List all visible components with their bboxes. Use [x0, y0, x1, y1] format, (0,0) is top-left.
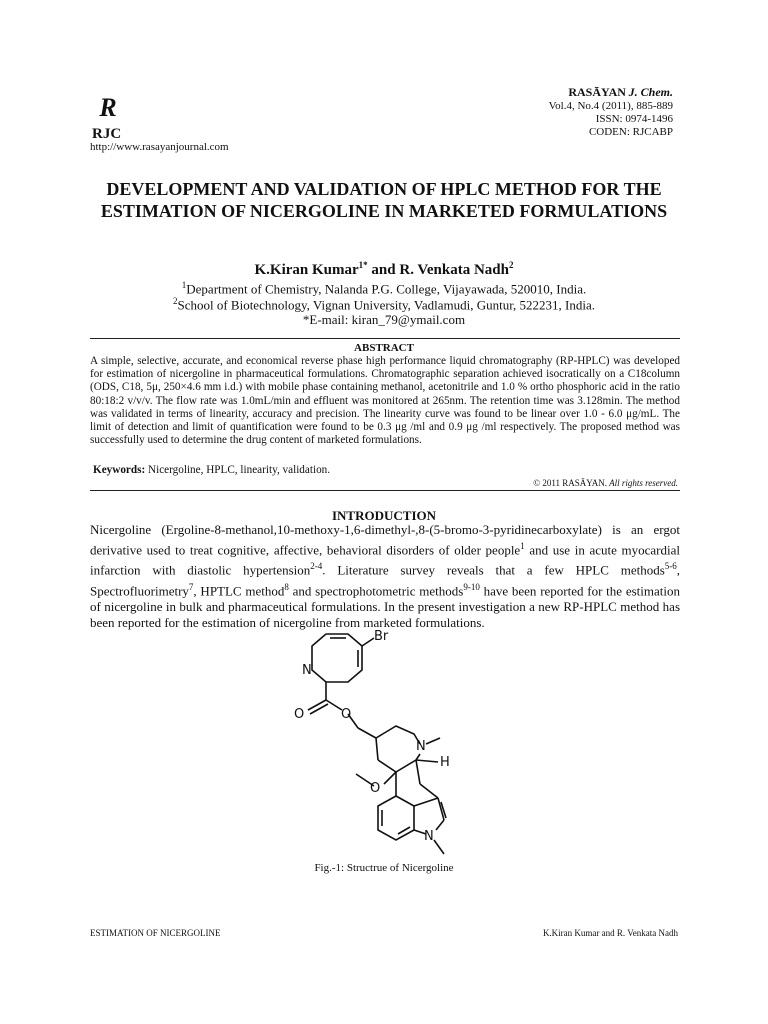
intro-ref-1: 1 [520, 541, 525, 551]
intro-part-5: , HPTLC method [193, 582, 285, 598]
affiliation-1 [0, 280, 768, 297]
journal-logo-text: RJC [92, 126, 122, 142]
carbonyl-oxygen-label: O [294, 707, 305, 722]
intro-ref-3: 5-6 [664, 561, 677, 572]
keywords-label: Keywords: [93, 464, 146, 476]
affiliation-2 [0, 296, 768, 313]
author-2-sup: 2 [508, 260, 514, 270]
methoxy-oxygen-label: O [370, 781, 381, 796]
nicergoline-structure-figure [286, 626, 486, 856]
affiliation-1-text: Department of Chemistry, Nalanda P.G. College, Vijayawada, 520010, India. [186, 281, 587, 297]
intro-part-6: and spectrophotometric methods [288, 582, 464, 598]
intro-ref-6: 9-10 [463, 581, 480, 592]
affiliation-1-sup: 1 [181, 280, 187, 290]
amine-nitrogen-label: N [416, 739, 426, 754]
author-1-sup: 1* [358, 260, 368, 270]
bromine-label: Br [374, 629, 389, 644]
author-2: R. Venkata Nadh [399, 262, 509, 278]
intro-part-1: Nicergoline (Ergoline-8-methanol,10-methoxy-1,6-dimethyl-,8-(5-bromo-3-pyridinecarboxylate) is an ergot derivative used to treat cognitive, affective, behavioral disorders of older people [90, 522, 680, 558]
abstract-bottom-rule [90, 490, 680, 491]
paper-authors [0, 260, 768, 279]
journal-suffix: J. Chem. [628, 85, 673, 99]
intro-part-4: , Spectrofluorimetry [90, 562, 681, 598]
abstract-heading: ABSTRACT [354, 342, 414, 354]
figure-caption: Fig.-1: Structrue of Nicergoline [314, 862, 454, 874]
rights-text: All rights reserved. [607, 478, 678, 488]
journal-logo: R [99, 93, 117, 122]
intro-part-7: have been reported for the estimation of nicergoline in bulk and pharmaceutical formulations. In the present investigation a new RP-HPLC method has been reported for the estimation of nicergoline from marketed formulations. [90, 582, 680, 630]
keywords [93, 464, 330, 476]
indole-nitrogen-label: N [424, 829, 434, 844]
journal-volume: Vol.4, No.4 (2011), 885-889 [548, 100, 673, 112]
intro-ref-2: 2-4 [310, 561, 323, 572]
journal-coden: CODEN: RJCABP [588, 126, 673, 138]
footer-authors: K.Kiran Kumar and R. Venkata Nadh [542, 928, 678, 938]
ester-oxygen-label: O [341, 707, 352, 722]
copyright [533, 478, 678, 488]
author-and: and [367, 262, 400, 278]
journal-info [549, 86, 673, 139]
affiliation-2-sup: 2 [172, 296, 178, 306]
author-1: K.Kiran Kumar [254, 262, 359, 278]
hydrogen-label: H [440, 755, 450, 770]
journal-url[interactable]: http://www.rasayanjournal.com [90, 141, 229, 153]
affiliation-2-text: School of Biotechnology, Vignan University, Vadlamudi, Guntur, 522231, India. [177, 297, 596, 313]
intro-ref-5: 8 [284, 581, 289, 592]
paper-title: DEVELOPMENT AND VALIDATION OF HPLC METHOD FOR THE ESTIMATION OF NICERGOLINE IN MARKETED FORMULATIONS [100, 179, 668, 221]
journal-issn: ISSN: 0974-1496 [595, 113, 673, 125]
keywords-text: Nicergoline, HPLC, linearity, validation. [145, 464, 331, 476]
introduction-text [90, 522, 680, 631]
introduction-heading: INTRODUCTION [331, 508, 436, 523]
pyridine-nitrogen-label: N [302, 663, 312, 678]
copyright-text: © 2011 RASĀYAN. [533, 478, 607, 488]
intro-part-2: and use in acute myocardial infarction with diastolic hypertension [90, 542, 680, 578]
intro-part-3: . Literature survey reveals that a few HPLC methods [322, 562, 665, 578]
journal-name: RASĀYAN [568, 85, 626, 99]
author-email[interactable]: *E-mail: kiran_79@ymail.com [302, 312, 466, 327]
intro-ref-4: 7 [188, 581, 194, 592]
abstract-top-rule [90, 338, 680, 339]
abstract-text: A simple, selective, accurate, and economical reverse phase high performance liquid chromatography (RP-HPLC) was developed for estimation of nicergoline in pharmaceutical formulations. Chromatographic separation achieved isocratically on a C18column (ODS, C18, 5μ, 250×4.6 mm i.d.) with mobile phase containing methanol, acetonitrile and 1.0 % ortho phosphoric acid in the ratio 80:18:2 v/v/v. The flow rate was 1.0mL/min and effluent was monitored at 265nm. The retention time was 3.128min. The method was validated in terms of linearity, accuracy and precision. The linearity curve was found to be linear over 1.0 - 6.0 μg/mL. The limit of detection and limit of quantification were found to be 0.3 μg /ml and 0.9 μg /ml respectively. The proposed method was successfully used to determine the drug content of marketed formulations. [90, 355, 680, 447]
footer-running-title: ESTIMATION OF NICERGOLINE [90, 928, 221, 938]
